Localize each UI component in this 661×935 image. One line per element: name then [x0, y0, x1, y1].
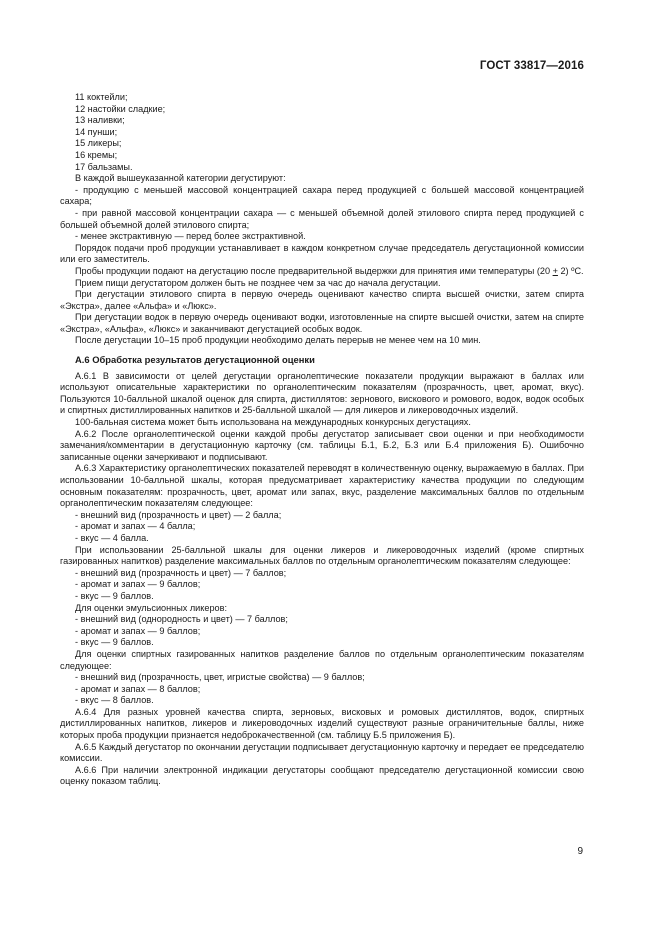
dash-item: - внешний вид (прозрачность и цвет) — 7 баллов;	[75, 567, 287, 578]
dash-item: - вкус — 4 балла.	[75, 532, 149, 543]
dash-item: - внешний вид (прозрачность, цвет, игристые свойства) — 9 баллов;	[75, 672, 365, 683]
dash-item-text: внешний вид (прозрачность и цвет) — 2 балла;	[80, 509, 282, 520]
list-item: 12 настойки сладкие;	[75, 103, 166, 114]
dash-item-text: внешний вид (однородность и цвет) — 7 баллов;	[80, 614, 288, 625]
clause-a61-note: 100-бальная система может быть использована на международных конкурсных дегустациях.	[75, 417, 471, 428]
dash-item-text: вкус — 9 баллов.	[80, 590, 154, 601]
category-paragraph: В каждой вышеуказанной категории дегустируют:	[75, 173, 286, 184]
dash-item: - вкус — 9 баллов.	[75, 590, 154, 601]
order-paragraph: Порядок подачи проб продукции устанавливает в каждом конкретном случае председатель дегустационной комиссии или его заместитель.	[60, 242, 584, 265]
dash-item: - аромат и запах — 9 баллов;	[75, 625, 201, 636]
dash-item: - вкус — 8 баллов.	[75, 695, 154, 706]
dash-item-text: аромат и запах — 4 балла;	[80, 521, 196, 532]
document-header: ГОСТ 33817—2016	[479, 60, 584, 72]
temperature-paragraph	[60, 266, 584, 278]
pause-paragraph: После дегустации 10–15 проб продукции необходимо делать перерыв не менее чем на 10 мин.	[75, 335, 481, 346]
list-item: 15 ликеры;	[75, 138, 122, 149]
dash-item-text: при равной массовой концентрации сахара — с меньшей объемной долей этилового спирта перед продукцией с большей объемной долей этилового спирта;	[60, 207, 584, 230]
dash-item-text: вкус — 4 балла.	[80, 532, 149, 543]
scale25-intro: При использовании 25-балльной шкалы для оценки ликеров и ликероводочных изделий (кроме спиртных газированных напитков) разделение максимальных баллов по отдельным органолептическим показателям следующее:	[60, 544, 584, 567]
dash-item-text: аромат и запах — 9 баллов;	[80, 579, 201, 590]
clause-a65: А.6.5 Каждый дегустатор по окончании дегустации подписывает дегустационную карточку и передает ее председателю комиссии.	[60, 741, 584, 764]
dash-item-text: аромат и запах — 9 баллов;	[80, 625, 201, 636]
clause-a64: А.6.4 Для разных уровней качества спирта, зерновых, висковых и ромовых дистиллятов, водок, спиртных дистиллированных напитков, ликеров и ликероводочных изделий существуют разные ограничительные баллы, ниже которых проба продукции признается недоброкачественной (см. таблицу Б.5 приложения Б).	[60, 706, 584, 741]
emulsion-intro: Для оценки эмульсионных ликеров:	[75, 602, 227, 613]
dash-item: - при равной массовой концентрации сахара — с меньшей объемной долей этилового спирта перед продукцией с большей объемной долей этилового спирта;	[60, 207, 584, 230]
food-paragraph: Прием пищи дегустатором должен быть не позднее чем за час до начала дегустации.	[75, 277, 441, 288]
list-item: 16 кремы;	[75, 149, 118, 160]
dash-item: - внешний вид (прозрачность и цвет) — 2 балла;	[75, 509, 282, 520]
gas-intro: Для оценки спиртных газированных напитков разделение баллов по отдельным органолептическим показателям следующее:	[60, 648, 584, 671]
list-item: 11 коктейли;	[75, 92, 128, 102]
clause-a66: А.6.6 При наличии электронной индикации дегустаторы сообщают председателю дегустационной комиссии свою оценку показом таблиц.	[60, 764, 584, 787]
dash-item-text: внешний вид (прозрачность и цвет) — 7 баллов;	[80, 567, 287, 578]
dash-item: - аромат и запах — 9 баллов;	[75, 579, 201, 590]
temp-text: Пробы продукции подают на дегустацию после предварительной выдержки для принятия ими температуры (20	[75, 265, 553, 276]
dash-item: - аромат и запах — 4 балла;	[75, 521, 196, 532]
dash-item: - внешний вид (однородность и цвет) — 7 баллов;	[75, 614, 288, 625]
dash-item-text: продукцию с меньшей массовой концентрацией сахара перед продукцией с большей массовой концентрацией сахара;	[60, 184, 584, 207]
dash-item-text: вкус — 9 баллов.	[80, 637, 154, 648]
list-item: 14 пунши;	[75, 126, 118, 137]
section-title: А.6 Обработка результатов дегустационной оценки	[75, 354, 315, 366]
list-item: 17 бальзамы.	[75, 161, 133, 172]
dash-item: - вкус — 9 баллов.	[75, 637, 154, 648]
spirit-paragraph: При дегустации этилового спирта в первую очередь оценивают качество спирта высшей очистки, затем спирта «Экстра», далее «Альфа» и «Люкс».	[60, 289, 584, 311]
dash-item-text: вкус — 8 баллов.	[80, 695, 154, 706]
plus-minus: +	[552, 265, 558, 276]
dash-item: - продукцию с меньшей массовой концентрацией сахара перед продукцией с большей массовой концентрацией сахара;	[60, 184, 584, 207]
temp-text: 2) ºС.	[557, 265, 584, 276]
vodka-paragraph: При дегустации водок в первую очередь оценивают водки, изготовленные на спирте высшей очистки, затем на спирте «Экстра», «Альфа», «Люкс» и заканчивают дегустацией особых водок.	[60, 312, 584, 334]
dash-item-text: менее экстрактивную — перед более экстрактивной.	[80, 231, 306, 242]
clause-a61: А.6.1 В зависимости от целей дегустации органолептические показатели продукции выражают в баллах или используют описательные характеристики по органолептическим показателям (прозрачность, цвет, аромат, вкус). Пользуются 10-балльной шкалой оценок для спирта, дистиллятов: зернового, вискового и ромового, водок, водок особых и спиртных дистиллированных напитков и 25-балльной шкалой — для ликеров и ликероводочных изделий.	[60, 370, 584, 416]
document-body	[60, 92, 584, 788]
page-number: 9	[577, 846, 583, 857]
clause-a63: А.6.3 Характеристику органолептических показателей переводят в количественную оценку, выражаемую в баллах. При использовании 10-балльной шкалы, которая предусматривает характеристику качества продукции по следующим основным показателям: прозрачность, цвет, аромат или запах, вкус, разделение максимальных баллов по отдельным органолептическим показателям следующее:	[60, 463, 584, 509]
list-item: 13 наливки;	[75, 115, 125, 126]
clause-a62: А.6.2 После органолептической оценки каждой пробы дегустатор записывает свои оценки и при необходимости замечания/комментарии в дегустационную карточку (см. таблицы Б.1, Б.2, Б.3 или Б.4 приложения Б). Ошибочно записанные оценки зачеркивают и подписывают.	[60, 428, 584, 462]
dash-item-text: аромат и запах — 8 баллов;	[80, 683, 201, 694]
dash-item: - менее экстрактивную — перед более экстрактивной.	[75, 231, 306, 242]
dash-item-text: внешний вид (прозрачность, цвет, игристые свойства) — 9 баллов;	[80, 672, 365, 683]
dash-item: - аромат и запах — 8 баллов;	[75, 683, 201, 694]
